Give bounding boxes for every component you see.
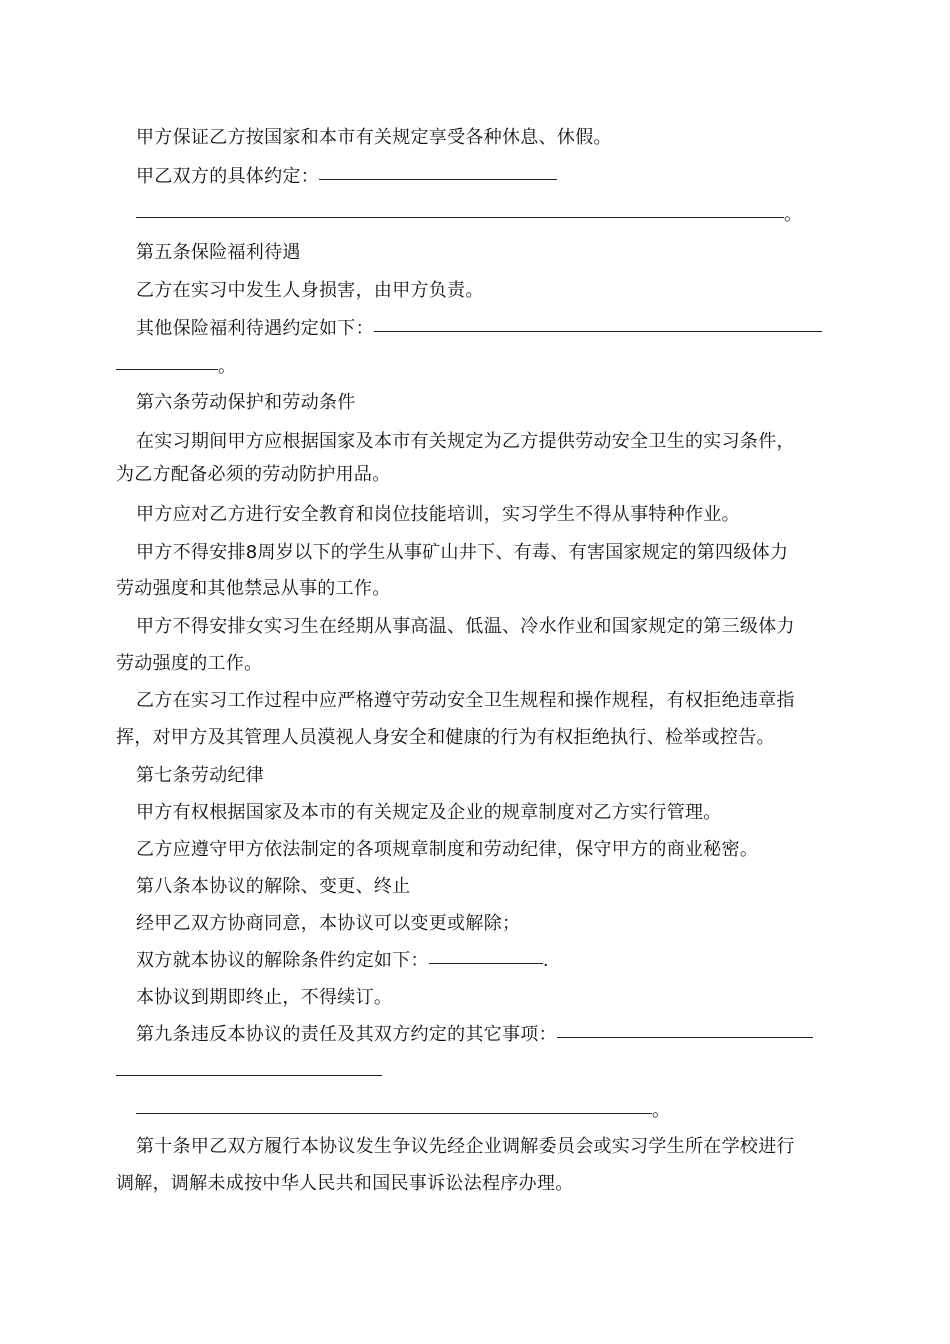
paragraph-line: 乙方在实习中发生人身损害，由甲方负责。 <box>136 280 484 301</box>
paragraph-line: 劳动强度的工作。 <box>116 653 263 674</box>
paragraph-line: 其他保险福利待遇约定如下： <box>136 318 822 340</box>
paragraph-line: 经甲乙双方协商同意，本协议可以变更或解除； <box>136 913 521 934</box>
section-heading: 第五条保险福利待遇 <box>136 242 301 263</box>
paragraph-line: 甲乙双方的具体约定： <box>136 166 557 188</box>
section-heading: 第六条劳动保护和劳动条件 <box>136 392 356 413</box>
fill-in-blank <box>136 216 784 218</box>
paragraph-line: 乙方在实习工作过程中应严格遵守劳动安全卫生规程和操作规程，有权拒绝违章指 <box>136 690 795 711</box>
fill-in-blank <box>116 368 218 370</box>
paragraph-line: 甲方不得安排8周岁以下的学生从事矿山井下、有毒、有害国家规定的第四级体力 <box>136 542 789 563</box>
section-heading: 第八条本协议的解除、变更、终止 <box>136 876 411 897</box>
paragraph-line: 挥，对甲方及其管理人员漠视人身安全和健康的行为有权拒绝执行、检举或控告。 <box>116 727 775 748</box>
paragraph-line: 甲方应对乙方进行安全教育和岗位技能培训，实习学生不得从事特种作业。 <box>136 504 740 525</box>
paragraph-line: 双方就本协议的解除条件约定如下： . <box>136 950 549 971</box>
section-heading: 第七条劳动纪律 <box>136 765 265 786</box>
section-heading: 第九条违反本协议的责任及其双方约定的其它事项： <box>136 1024 813 1046</box>
fill-in-blank <box>319 178 557 180</box>
paragraph-line: 甲方保证乙方按国家和本市有关规定享受各种休息、休假。 <box>136 127 612 148</box>
paragraph-line: 。 <box>116 356 236 378</box>
section-heading: 第十条甲乙双方履行本协议发生争议先经企业调解委员会或实习学生所在学校进行 <box>136 1136 795 1157</box>
fill-in-blank <box>136 1112 652 1114</box>
paragraph-line: 调解，调解未成按中华人民共和国民事诉讼法程序办理。 <box>116 1173 574 1194</box>
paragraph-line <box>116 1062 382 1084</box>
paragraph-line: 本协议到期即终止，不得续订。 <box>136 987 393 1008</box>
paragraph-line: 甲方有权根据国家及本市的有关规定及企业的规章制度对乙方实行管理。 <box>136 802 722 823</box>
fill-in-blank <box>557 1036 813 1038</box>
paragraph-line: 劳动强度和其他禁忌从事的工作。 <box>116 578 391 599</box>
fill-in-blank <box>374 330 822 332</box>
paragraph-line: 在实习期间甲方应根据国家及本市有关规定为乙方提供劳动安全卫生的实习条件， <box>136 431 795 452</box>
paragraph-line: 甲方不得安排女实习生在经期从事高温、低温、冷水作业和国家规定的第三级体力 <box>136 616 795 637</box>
paragraph-line: 为乙方配备必须的劳动防护用品。 <box>116 464 391 485</box>
fill-in-blank <box>429 962 543 964</box>
paragraph-line: 乙方应遵守甲方依法制定的各项规章制度和劳动纪律，保守甲方的商业秘密。 <box>136 839 759 860</box>
paragraph-line: 。 <box>136 1100 670 1122</box>
paragraph-line: 。 <box>136 204 802 226</box>
fill-in-blank <box>116 1074 382 1076</box>
